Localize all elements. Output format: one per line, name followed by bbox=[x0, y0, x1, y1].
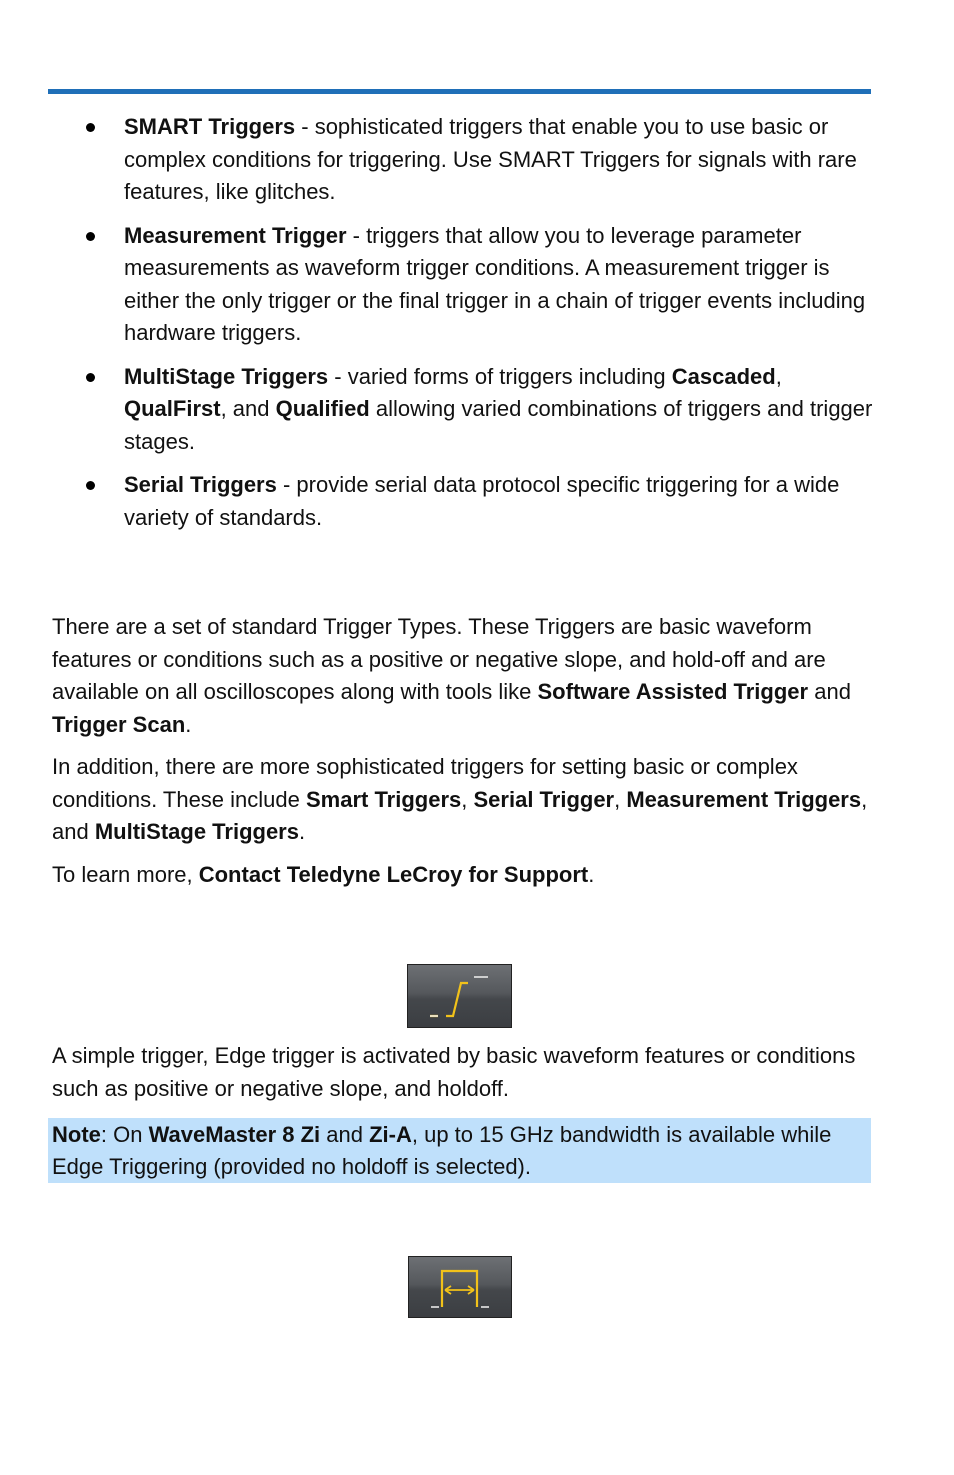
text: , bbox=[614, 786, 627, 812]
text: , up to 15 GHz bandwidth is available while Edge Triggering (provided no holdoff is selected). bbox=[52, 1122, 832, 1179]
bullet-title: MultiStage Triggers bbox=[124, 363, 329, 389]
text: To learn more, bbox=[52, 862, 199, 887]
bullet-icon bbox=[86, 232, 95, 241]
list-item bbox=[84, 111, 874, 209]
bullet-icon bbox=[86, 481, 95, 490]
intro-paragraph-3 bbox=[52, 859, 882, 892]
bullet-text: - triggers that allow you to leverage parameter measurements as waveform trigger conditions. A measurement trigger is either the only trigger or the final trigger in a chain of trigger events including hardware triggers. bbox=[124, 222, 866, 345]
bullet-text: , and bbox=[220, 396, 276, 421]
list-item bbox=[84, 361, 874, 459]
link-contact-support[interactable]: Contact Teledyne LeCroy for Support bbox=[198, 862, 589, 887]
text: and bbox=[808, 679, 851, 704]
link-smart-triggers[interactable]: Smart Triggers bbox=[305, 786, 462, 812]
bullet-title: Measurement Trigger bbox=[124, 222, 347, 248]
bullet-text: - sophisticated triggers that enable you to use basic or complex conditions for triggering. Use SMART Triggers for signals with rare features, like glitches. bbox=[124, 114, 857, 204]
header-rule bbox=[48, 89, 871, 94]
text: . bbox=[588, 862, 595, 887]
bullet-icon bbox=[86, 373, 95, 382]
bullet-bold: Cascaded bbox=[671, 363, 776, 389]
bullet-text: , bbox=[775, 363, 782, 389]
note-product: WaveMaster 8 Zi bbox=[148, 1122, 321, 1147]
edge-trigger-glyph bbox=[408, 965, 511, 1027]
edge-trigger-icon bbox=[407, 964, 512, 1028]
text: : On bbox=[100, 1122, 149, 1147]
intro-paragraph-2 bbox=[52, 751, 882, 849]
list-item bbox=[84, 220, 874, 350]
link-trigger-scan[interactable]: Trigger Scan bbox=[52, 711, 186, 737]
width-trigger-icon bbox=[408, 1256, 512, 1318]
link-multistage-triggers[interactable]: MultiStage Triggers bbox=[94, 819, 299, 844]
intro-paragraph-1 bbox=[52, 611, 882, 741]
bullet-icon bbox=[86, 123, 95, 132]
text: . bbox=[185, 711, 192, 737]
edge-trigger-description: A simple trigger, Edge trigger is activated by basic waveform features or conditions such as positive or negative slope, and holdoff. bbox=[52, 1043, 856, 1101]
note-box bbox=[48, 1118, 871, 1183]
link-measurement-triggers[interactable]: Measurement Triggers bbox=[626, 786, 862, 812]
text: In addition, there are more sophisticated triggers for setting basic or complex conditions. These include bbox=[52, 754, 798, 812]
text: , bbox=[461, 786, 474, 812]
bullet-title: SMART Triggers bbox=[124, 114, 296, 139]
text: There are a set of standard Trigger Types. These Triggers are basic waveform features or conditions such as a positive or negative slope, and hold-off and are available on all oscilloscopes along with tools like bbox=[52, 614, 826, 704]
link-software-assisted-trigger[interactable]: Software Assisted Trigger bbox=[537, 679, 809, 704]
bullet-text: allowing varied combinations of triggers and trigger stages. bbox=[124, 396, 873, 454]
trigger-type-list bbox=[84, 111, 874, 534]
bullet-title: Serial Triggers bbox=[124, 472, 277, 497]
list-item bbox=[84, 469, 874, 534]
text: and bbox=[320, 1122, 370, 1147]
text: . bbox=[298, 819, 306, 844]
link-serial-trigger[interactable]: Serial Trigger bbox=[473, 786, 615, 812]
text: , and bbox=[52, 786, 868, 844]
bullet-text: - provide serial data protocol specific triggering for a wide variety of standards. bbox=[124, 472, 840, 530]
note-label: Note bbox=[52, 1122, 101, 1147]
bullet-bold: QualFirst bbox=[124, 396, 221, 421]
width-trigger-glyph bbox=[409, 1257, 511, 1317]
bullet-text: - varied forms of triggers including bbox=[328, 363, 672, 389]
note-product: Zi-A bbox=[369, 1122, 412, 1147]
bullet-bold: Qualified bbox=[275, 396, 370, 421]
